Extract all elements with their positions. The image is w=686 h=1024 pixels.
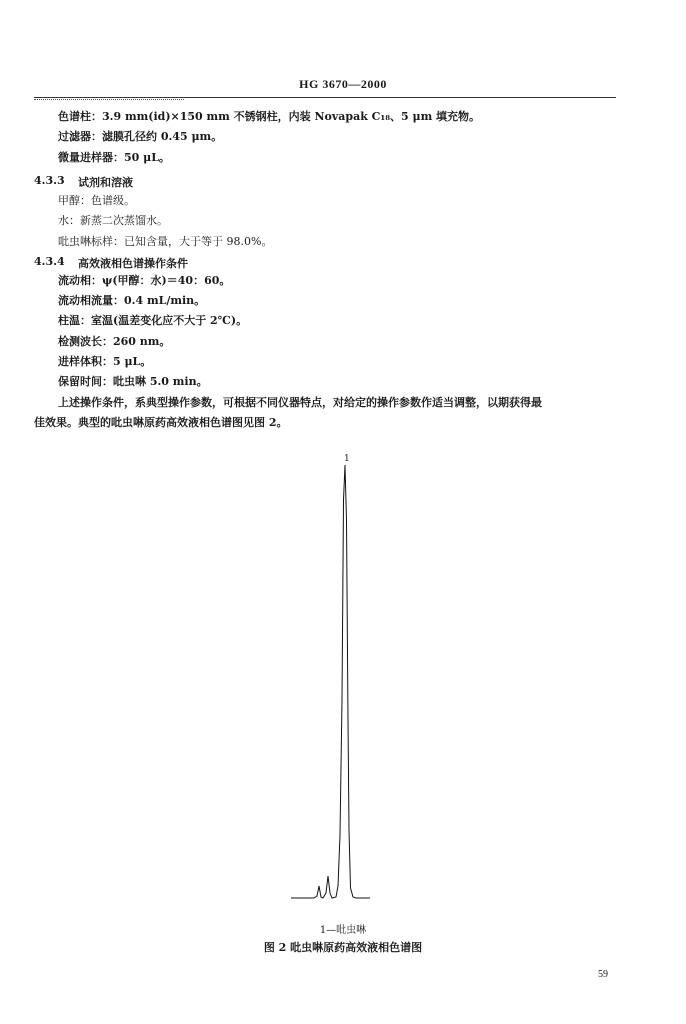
item-filter: 过滤器：滤膜孔径约 0.45 μm。 [58,130,223,143]
section-4-3-3-number: 4.3.3 [34,174,65,187]
section-4-3-3-title: 试剂和溶液 [78,176,133,189]
paragraph-line-1: 上述操作条件，系典型操作参数，可根据不同仪器特点，对给定的操作参数作适当调整，以期获得最 [58,396,542,409]
item-standard: 吡虫啉标样：已知含量，大于等于 98.0%。 [58,235,273,248]
figure-caption: 图 2 吡虫啉原药高效液相色谱图 [263,941,423,954]
document-header-code: HG 3670—2000 [299,77,387,91]
page-number: 59 [598,969,608,980]
item-mobile-phase: 流动相：ψ(甲醇：水)＝40：60。 [58,274,231,287]
section-4-3-4-title: 高效液相色谱操作条件 [78,257,188,270]
item-wavelength: 检测波长：260 nm。 [58,335,171,348]
item-methanol: 甲醇：色谱级。 [58,194,135,207]
peak-label-1: 1 [344,454,350,464]
item-retention-time: 保留时间：吡虫啉 5.0 min。 [58,375,208,388]
item-column-temp: 柱温：室温(温差变化应不大于 2℃)。 [58,314,248,327]
item-column: 色谱柱：3.9 mm(id)×150 mm 不锈钢柱，内装 Novapak C₁₈、5 μm 填充物。 [58,110,481,123]
item-injection-volume: 进样体积：5 μL。 [58,355,152,368]
item-syringe: 微量进样器：50 μL。 [58,151,170,164]
section-4-3-4-number: 4.3.4 [34,255,65,268]
chromatogram-trace [291,465,370,898]
paragraph-line-2: 佳效果。典型的吡虫啉原药高效液相色谱图见图 2。 [34,416,288,429]
item-water: 水：新蒸二次蒸馏水。 [58,214,168,227]
item-flow-rate: 流动相流量：0.4 mL/min。 [58,294,206,307]
figure-legend: 1—吡虫啉 [319,925,367,936]
